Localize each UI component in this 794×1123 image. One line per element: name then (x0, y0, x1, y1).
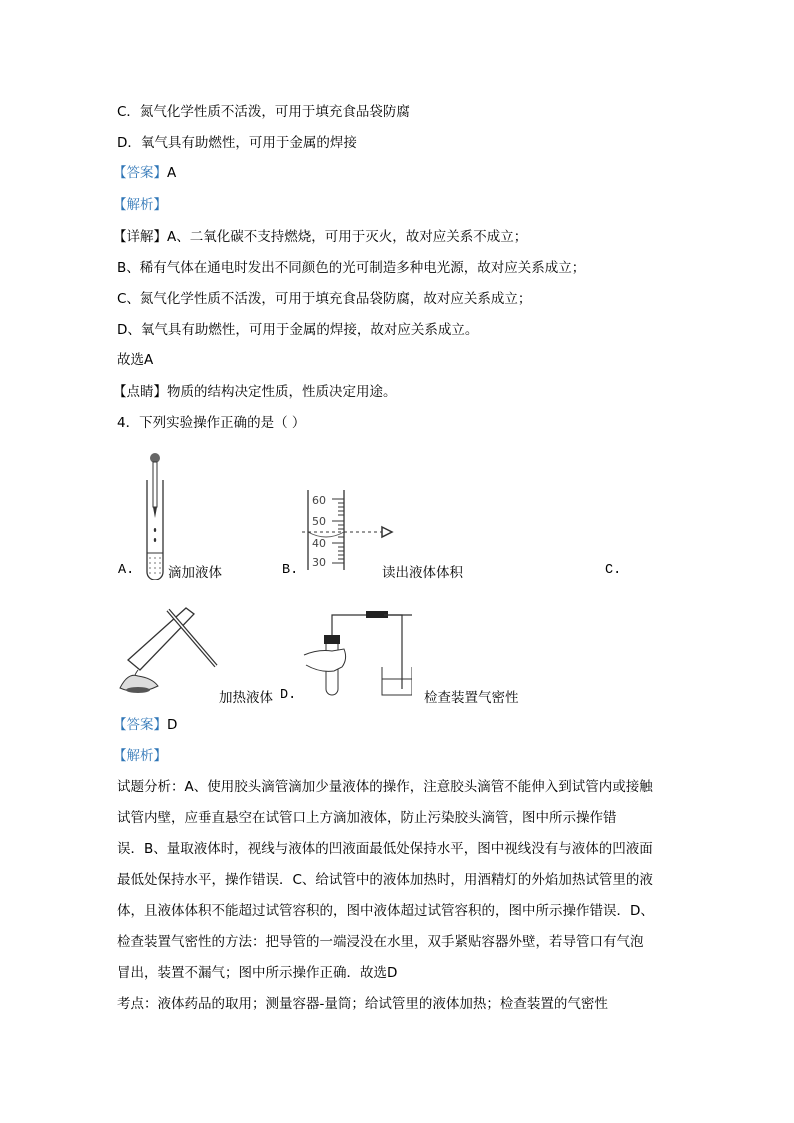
q4-analysis-tag: 【解析】 (113, 748, 167, 764)
option-a-letter: A. (118, 563, 135, 578)
analysis-line: 误．B、量取液体时，视线与液体的凹液面最低处保持水平，图中视线没有与液体的凹液面 (117, 841, 653, 857)
tip-text: 物质的结构决定性质，性质决定用途。 (167, 384, 397, 400)
q3-detail-line: D、氧气具有助燃性，可用于金属的焊接，故对应关系成立。 (117, 322, 479, 338)
analysis-line: 试题分析：A、使用胶头滴管滴加少量液体的操作，注意胶头滴管不能伸入到试管内或接触 (117, 779, 653, 795)
q3-analysis-tag: 【解析】 (113, 197, 167, 213)
analysis-line: 冒出，装置不漏气；图中所示操作正确．故选D (117, 965, 398, 981)
q3-option-d: D．氧气具有助燃性，可用于金属的焊接 (117, 135, 357, 151)
option-b-caption: 读出液体体积 (382, 565, 463, 581)
q3-detail-line: C、氮气化学性质不活泼，可用于填充食品袋防腐，故对应关系成立； (117, 291, 532, 307)
q4-answer (113, 716, 177, 734)
q3-option-c: C．氮气化学性质不活泼，可用于填充食品袋防腐 (117, 104, 410, 120)
option-d-caption: 检查装置气密性 (424, 690, 519, 706)
q3-answer (113, 164, 176, 182)
option-b-letter: B. (282, 563, 299, 578)
scale-label: 30 (312, 556, 326, 569)
scale-label: 40 (312, 537, 326, 550)
analysis-line: 最低处保持水平，操作错误．C、给试管中的液体加热时，用酒精灯的外焰加热试管里的液 (117, 872, 653, 888)
q3-detail-line (113, 228, 527, 246)
detail-tag: 【详解】 (113, 229, 167, 245)
q3-tip (113, 383, 397, 401)
option-d-letter: D. (280, 688, 297, 703)
answer-tag: 【答案】 (113, 717, 167, 733)
q4-question: 4．下列实验操作正确的是（ ） (117, 415, 306, 431)
analysis-line: 试管内壁，应垂直悬空在试管口上方滴加液体，防止污染胶头滴管，图中所示操作错 (117, 810, 617, 826)
key-points: 考点：液体药品的取用；测量容器-量筒；给试管里的液体加热；检查装置的气密性 (117, 996, 608, 1012)
option-a-caption: 滴加液体 (168, 565, 222, 581)
tip-tag: 【点睛】 (113, 384, 167, 400)
heating-liquid-figure (118, 600, 218, 695)
airtightness-check-figure (302, 607, 412, 699)
scale-label: 50 (312, 515, 326, 528)
q3-detail-line: B、稀有气体在通电时发出不同颜色的光可制造多种电光源，故对应关系成立； (117, 260, 586, 276)
answer-tag: 【答案】 (113, 165, 167, 181)
answer-value: A (167, 165, 177, 181)
answer-value: D (167, 717, 178, 733)
option-c-caption: 加热液体 (219, 690, 273, 706)
q3-conclusion: 故选A (117, 352, 154, 368)
option-c-letter: C. (605, 563, 622, 578)
analysis-line: 检查装置气密性的方法：把导管的一端浸没在水里，双手紧贴容器外壁，若导管口有气泡 (117, 934, 644, 950)
dropper-test-tube-figure (140, 450, 170, 580)
analysis-line: 体，且液体体积不能超过试管容积的，图中液体超过试管容积的，图中所示操作错误．D、 (117, 903, 654, 919)
scale-label: 60 (312, 494, 326, 507)
detail-text: A、二氧化碳不支持燃烧，可用于灭火，故对应关系不成立； (167, 229, 528, 245)
